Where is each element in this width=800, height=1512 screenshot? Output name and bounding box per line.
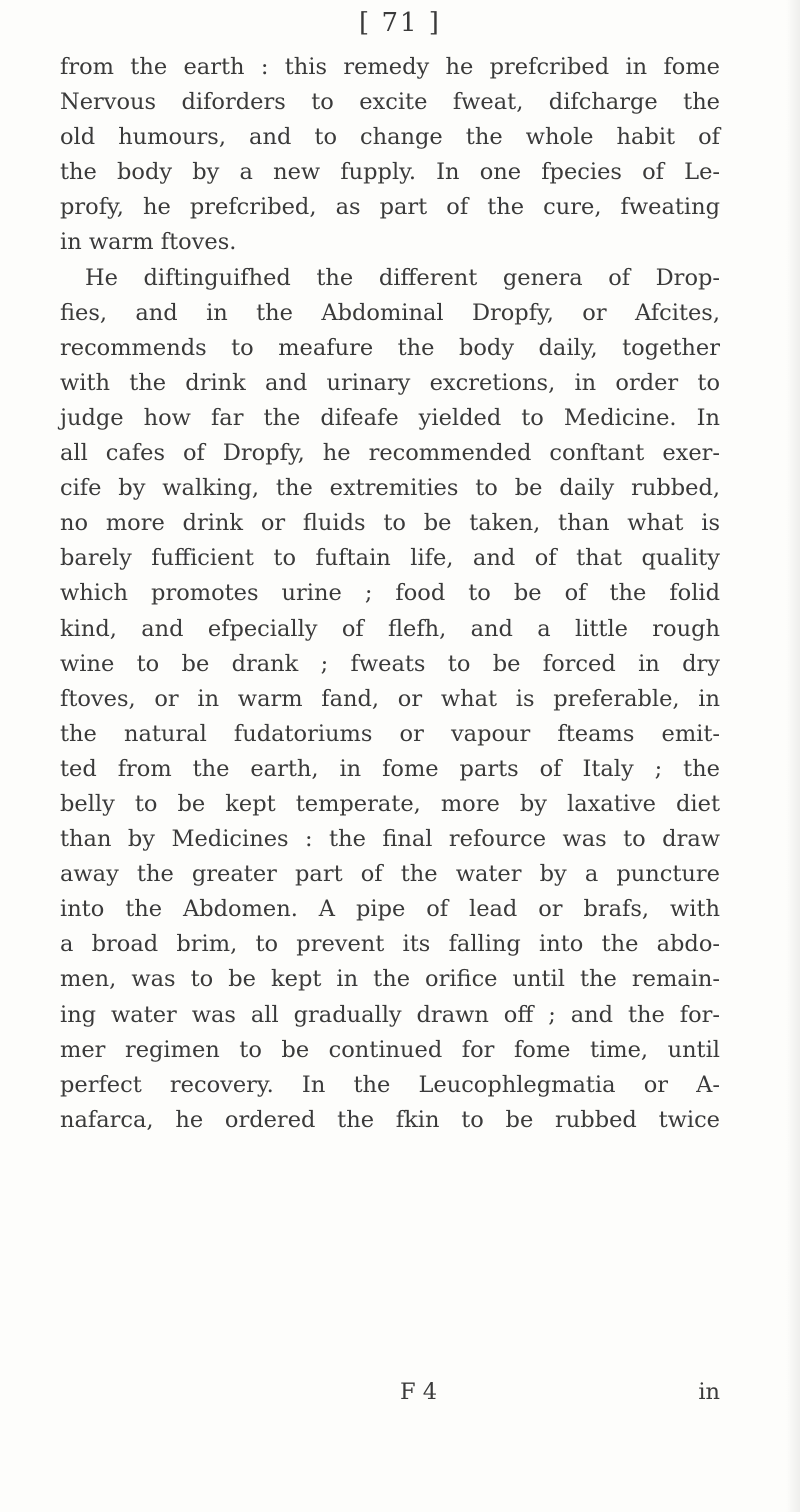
text-line: old humours, and to change the whole habit of	[60, 124, 720, 151]
text-line: belly to be kept temperate, more by laxative diet	[60, 790, 720, 817]
text-line: with the drink and urinary excretions, in order to	[60, 369, 720, 396]
text-line: from the earth : this remedy he prefcribed in fome	[60, 54, 720, 80]
body-text	[60, 50, 720, 1138]
text-line: ftoves, or in warm fand, or what is preferable, in	[60, 685, 720, 712]
text-line: barely fufficient to fuftain life, and of that quality	[60, 545, 720, 572]
text-line: Nervous diforders to excite fweat, difcharge the	[60, 89, 720, 116]
text-line: ing water was all gradually drawn off ; and the for-	[60, 1001, 720, 1028]
text-line: the natural fudatoriums or vapour fteams emit-	[60, 720, 720, 747]
text-line: He diftinguifhed the different genera of Drop-	[85, 264, 720, 291]
text-line: cife by walking, the extremities to be daily rubbed,	[60, 475, 720, 502]
text-line: wine to be drank ; fweats to be forced in dry	[60, 650, 720, 677]
text-line: away the greater part of the water by a puncture	[60, 861, 720, 888]
text-line: than by Medicines : the final refource was to draw	[60, 826, 720, 853]
text-line: a broad brim, to prevent its falling into the abdo-	[60, 931, 720, 958]
text-line: judge how far the difeafe yielded to Medicine. In	[60, 404, 720, 431]
text-line: ted from the earth, in fome parts of Italy ; the	[60, 755, 720, 782]
text-line: recommends to meafure the body daily, together	[60, 334, 720, 361]
page-edge-shadow	[786, 0, 800, 1512]
text-line: profy, he prefcribed, as part of the cure, fweating	[60, 194, 720, 221]
text-line: kind, and efpecially of flefh, and a little rough	[60, 615, 720, 642]
signature-mark: F 4	[400, 1379, 438, 1405]
text-line: perfect recovery. In the Leucophlegmatia or A-	[60, 1071, 720, 1098]
text-line: in warm ftoves.	[60, 229, 237, 256]
text-line: into the Abdomen. A pipe of lead or brafs, with	[60, 896, 720, 923]
text-line: fies, and in the Abdominal Dropfy, or Afcites,	[60, 299, 720, 326]
text-line: all cafes of Dropfy, he recommended conftant exer-	[60, 440, 720, 467]
text-line: the body by a new fupply. In one fpecies of Le-	[60, 159, 720, 186]
text-line: nafarca, he ordered the fkin to be rubbed twice	[60, 1106, 720, 1133]
text-line: men, was to be kept in the orifice until the remain-	[60, 966, 720, 993]
text-line: mer regimen to be continued for fome time, until	[60, 1036, 720, 1063]
page-footer	[60, 1375, 720, 1410]
text-line: which promotes urine ; food to be of the folid	[60, 580, 720, 607]
page-header: [ 71 ]	[359, 8, 441, 38]
text-line: no more drink or fluids to be taken, than what is	[60, 510, 720, 537]
catchword: in	[698, 1379, 720, 1405]
